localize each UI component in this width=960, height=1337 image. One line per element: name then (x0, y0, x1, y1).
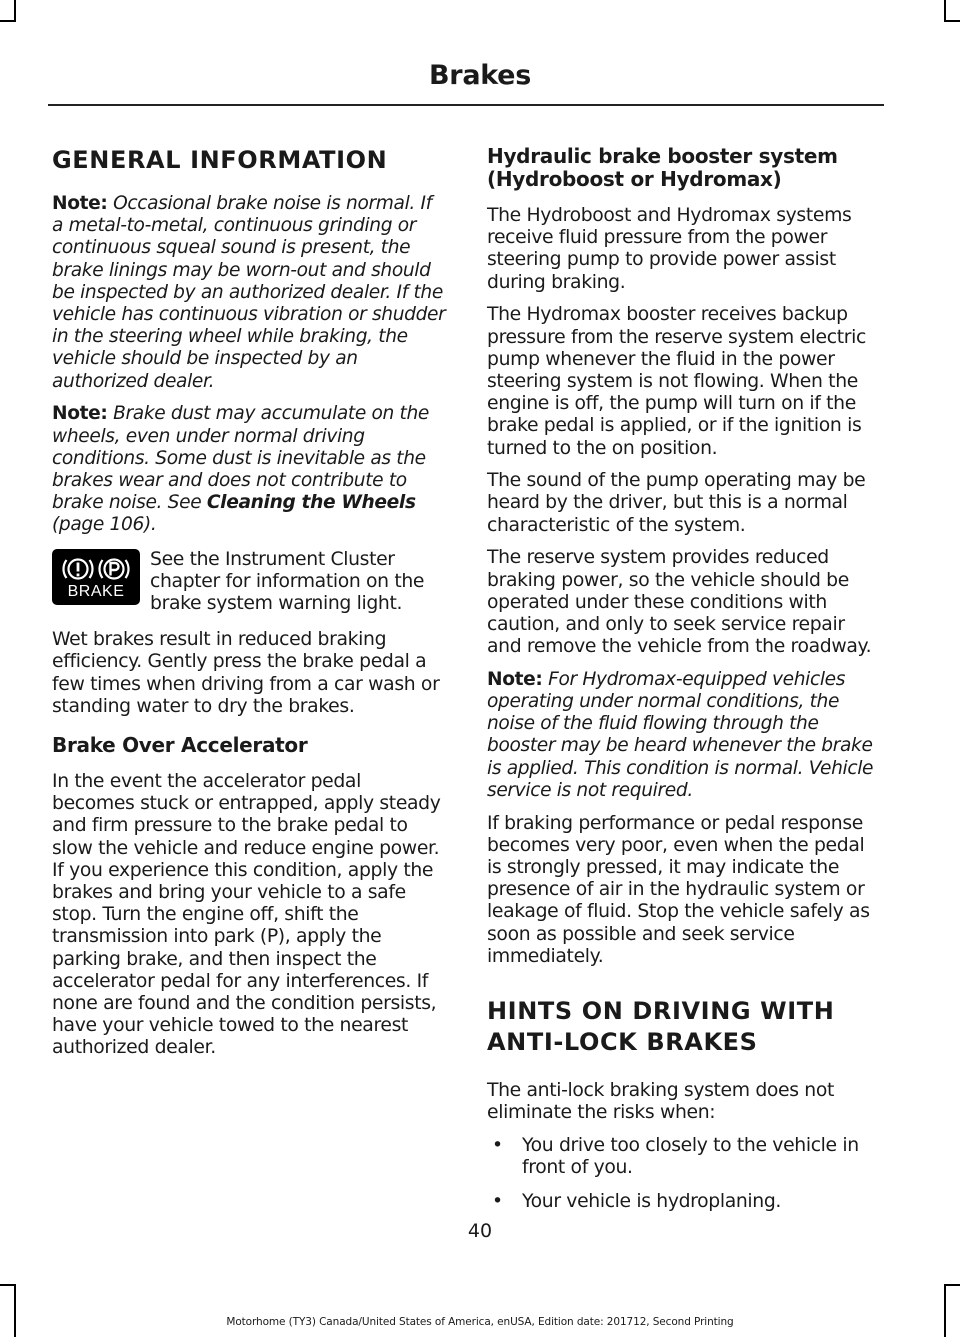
note-text: Brake dust may accumulate on the wheels, even under normal driving conditions. Some dust is inevitable as the brakes wear and does not contribute to brake noise. See (52, 403, 430, 514)
cross-reference-link[interactable]: Cleaning the Wheels (206, 492, 416, 514)
brake-symbols-icon (58, 554, 134, 584)
list-item: • You drive too closely to the vehicle in front of you. (487, 1135, 881, 1179)
section-heading-general-information: GENERAL INFORMATION (52, 146, 388, 174)
paragraph: The Hydroboost and Hydromax systems receive fluid pressure from the power steering pump to provide power assist during braking. (487, 205, 852, 293)
paragraph: If braking performance or pedal response becomes very poor, even when the pedal is strongly pressed, it may indicate the presence of air in the hydraulic system or leakage of fluid. Stop the vehicle safely as soon as possible and seek service immediately. (487, 812, 870, 967)
crop-mark (944, 1284, 946, 1337)
wet-brakes-paragraph: Wet brakes result in reduced braking efficiency. Gently press the brake pedal a few times when driving from a car wash or standing water to dry the brakes. (52, 629, 440, 717)
note-text: For Hydromax-equipped vehicles operating under normal conditions, the noise of the fluid flowing through the booster may be heard whenever the brake is applied. This condition is normal. Vehicle service is not required. (487, 668, 874, 801)
crop-mark (944, 0, 946, 22)
note-label: Note: (52, 403, 108, 425)
note-label: Note: (52, 193, 108, 214)
note-brake-dust (52, 403, 446, 536)
page-number: 40 (467, 1220, 493, 1242)
crop-mark (14, 0, 16, 22)
note-brake-noise (52, 193, 446, 393)
brake-warning-light-icon (52, 549, 140, 605)
paragraph: The reserve system provides reduced braking power, so the vehicle should be operated under these conditions with caution, and only to seek service repair and remove the vehicle from the roadway. (487, 547, 872, 658)
brake-over-accelerator-paragraph: In the event the accelerator pedal becomes stuck or entrapped, apply steady and firm pressure to the brake pedal to slow the vehicle and reduce engine power. If you experience this condition, apply the brakes and bring your vehicle to a safe stop. Turn the engine off, shift the transmission into park (P), apply the parking brake, and then inspect the accelerator pedal for any interferences. If none are found and the condition persists, have your vehicle towed to the nearest authorized dealer. (52, 770, 441, 1059)
bullet-list (487, 1135, 881, 1214)
note-label: Note: (487, 668, 543, 690)
note-text: Occasional brake noise is normal. If a metal-to-metal, continuous grinding or continuous squeal sound is present, the brake linings may be worn-out and should be inspected by an authorized dealer. If the vehicle has continuous vibration or shudder in the steering wheel while braking, the vehicle should be inspected by an authorized dealer. (52, 193, 446, 392)
note-hydromax (487, 669, 881, 802)
left-column (52, 145, 446, 1070)
warning-light-info (52, 549, 446, 616)
header-divider (48, 104, 884, 106)
subheading-hydraulic-brake-booster: Hydraulic brake booster system (Hydroboost or Hydromax) (487, 144, 838, 191)
footer-edition-info: Motorhome (TY3) Canada/United States of America, enUSA, Edition date: 201712, Second Printing (226, 1316, 734, 1328)
subheading-brake-over-accelerator: Brake Over Accelerator (52, 732, 308, 757)
page-title: Brakes (429, 60, 531, 91)
paragraph: The sound of the pump operating may be heard by the driver, but this is a normal characteristic of the system. (487, 470, 866, 536)
section-heading-anti-lock-brakes (487, 996, 881, 1058)
crop-mark (14, 1284, 16, 1337)
paragraph: The Hydromax booster receives backup pressure from the reserve system electric pump whenever the fluid in the power steering system is not flowing. When the engine is off, the pump will turn on if the brake pedal is applied, or if the ignition is turned to the on position. (487, 304, 866, 459)
crop-mark (944, 1284, 960, 1286)
crop-mark (944, 20, 960, 22)
list-item: • Your vehicle is hydroplaning. (487, 1191, 881, 1213)
brake-icon-label: BRAKE (67, 582, 125, 600)
page-reference: (page 106). (52, 514, 157, 536)
heading-line: ANTI-LOCK BRAKES (487, 1028, 758, 1056)
warning-light-text: See the Instrument Cluster chapter for information on the brake system warning light. (150, 548, 425, 614)
right-column (487, 145, 881, 1226)
heading-line: HINTS ON DRIVING WITH (487, 997, 835, 1025)
crop-mark (0, 20, 16, 22)
paragraph: The anti-lock braking system does not eliminate the risks when: (487, 1080, 834, 1124)
